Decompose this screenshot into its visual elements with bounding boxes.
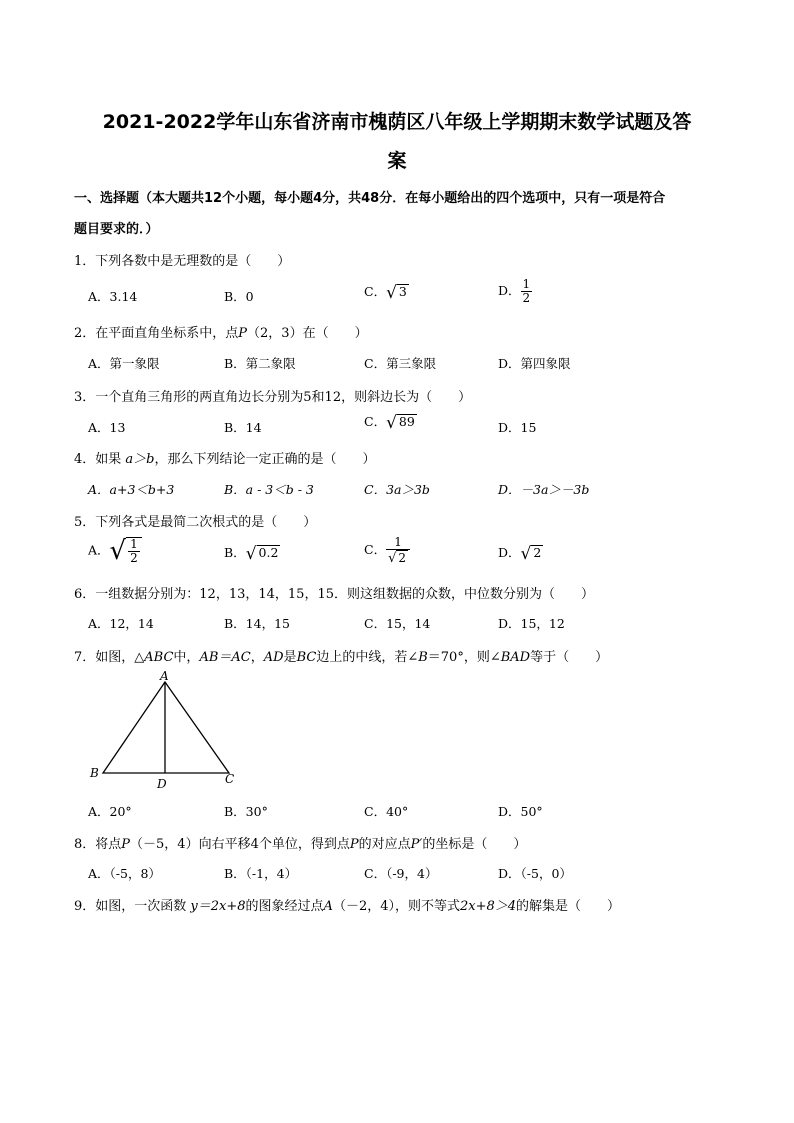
q2-option-b: B．第二象限 (224, 356, 296, 371)
q5-c-numerator: 1 (386, 536, 410, 550)
sqrt-symbol: √ $\frac{1}{2}$ (110, 536, 142, 566)
doc-title-line2: 案 (387, 150, 407, 172)
q2-option-a: A．第一象限 (88, 356, 160, 371)
q9-func: y＝2x+8 (190, 899, 246, 914)
q2-option-d: D．第四象限 (498, 356, 571, 371)
q3-option-c-label: C． (364, 414, 387, 429)
fraction (521, 278, 533, 305)
q4-stem-post: ，那么下列结论一定正确的是（ ） (154, 452, 376, 467)
q6-option-d: D．15，12 (498, 616, 565, 631)
q8-t3: 的坐标是（ ） (422, 837, 527, 852)
q4-stem-pre: 4．如果 (74, 452, 126, 467)
sqrt-symbol: √ 2 (520, 543, 542, 564)
q5-option-d-label: D． (498, 545, 521, 560)
q7-t3: 是 (283, 650, 297, 665)
q9-t3: 的解集是（ ） (516, 899, 621, 914)
triangle-abc (103, 682, 229, 773)
q1-option-d-label: D． (498, 283, 521, 298)
q1-c-radicand: 3 (398, 284, 407, 299)
q5-a-denominator: 2 (130, 550, 138, 565)
fraction (386, 536, 410, 565)
q7-b: B (418, 650, 428, 665)
q8-option-a: A．（-5，8） (88, 866, 161, 881)
label-d: D (157, 777, 167, 790)
q7-option-c: C．40° (364, 804, 409, 819)
q5-option-d (498, 543, 543, 564)
section-heading-line1: 一、选择题（本大题共12个小题，每小题4分，共48分．在每小题给出的四个选项中，只有一项是符合 (74, 191, 666, 206)
q2-stem-var: P (238, 326, 248, 341)
q9-t1: 的图象经过点 (245, 899, 324, 914)
doc-title-line1: 2021-2022学年山东省济南市槐荫区八年级上学期期末数学试题及答 (102, 111, 692, 133)
q8-option-d: D．（-5，0） (498, 866, 572, 881)
q2-stem-post: （2，3）在（ ） (247, 326, 368, 341)
q3-stem: 3．一个直角三角形的两直角边长分别为5和12，则斜边长为（ ） (74, 390, 472, 405)
q6-option-b: B．14，15 (224, 616, 290, 631)
q1-option-b: B．0 (224, 289, 254, 304)
q8-stem (74, 833, 526, 852)
q9-pa: A (323, 899, 333, 914)
q7-abc: ABC (144, 650, 174, 665)
q8-p3: P′ (410, 837, 423, 852)
q7-t6: 等于（ ） (530, 650, 609, 665)
q9-stem (74, 895, 620, 914)
q7-t5: ＝70°，则∠ (427, 650, 501, 665)
q7-stem (74, 646, 608, 665)
q3-option-d: D．15 (498, 420, 537, 435)
q5-option-c-label: C． (364, 542, 387, 557)
q4-option-a: A．a+3＜b+3 (88, 482, 175, 497)
q3-option-a: A．13 (88, 420, 126, 435)
q4-option-c: C．3a＞3b (364, 482, 430, 497)
label-a: A (160, 670, 169, 683)
q8-option-c: C．（-9，4） (364, 866, 438, 881)
q1-option-d (498, 278, 532, 305)
sqrt-symbol: √ 89 (386, 412, 415, 433)
q1-option-c (364, 282, 409, 303)
q8-option-b: B．（-1，4） (224, 866, 298, 881)
q4-stem (74, 448, 376, 467)
q7-bc: BC (296, 650, 317, 665)
label-b: B (90, 766, 99, 780)
q2-stem (74, 322, 368, 341)
q3-option-b: B．14 (224, 420, 262, 435)
q7-option-a: A．20° (88, 804, 132, 819)
q2-stem-pre: 2．在平面直角坐标系中，点 (74, 326, 239, 341)
q5-option-b-label: B． (224, 545, 246, 560)
q7-t2: ， (250, 650, 264, 665)
q8-p1: P (121, 837, 131, 852)
q7-t4: 边上的中线，若∠ (316, 650, 419, 665)
q7-ad: AD (263, 650, 284, 665)
q1-d-numerator: 1 (522, 277, 531, 291)
label-c: C (225, 772, 235, 786)
q7-bad: BAD (500, 650, 531, 665)
q5-option-b (224, 543, 280, 564)
triangle-figure (88, 670, 238, 790)
q5-stem: 5．下列各式是最简二次根式的是（ ） (74, 515, 317, 530)
q5-option-a (88, 536, 142, 566)
q7-option-d: D．50° (498, 804, 543, 819)
q4-stem-math: a＞b (125, 452, 155, 467)
q8-t1: （－5，4）向右平移4个单位，得到点 (130, 837, 350, 852)
q9-ineq: 2x+8＞4 (459, 899, 517, 914)
q6-stem: 6．一组数据分别为：12，13，14，15，15．则这组数据的众数，中位数分别为（ ） (74, 587, 594, 602)
q5-c-denominator: √ 2 (388, 551, 407, 566)
q5-option-c (364, 536, 410, 565)
q3-option-c (364, 412, 417, 433)
sqrt-symbol: √ 3 (386, 282, 407, 303)
q7-option-b: B．30° (224, 804, 268, 819)
q7-t0: 7．如图，△ (74, 650, 145, 665)
q8-t0: 8．将点 (74, 837, 122, 852)
q7-t1: 中， (173, 650, 200, 665)
fraction (128, 538, 140, 565)
q1-option-a: A．3.14 (88, 289, 138, 304)
q8-t2: 的对应点 (358, 837, 411, 852)
q9-t2: （－2，4），则不等式 (332, 899, 460, 914)
sqrt-symbol: √ 0.2 (245, 543, 279, 564)
q1-option-c-label: C． (364, 284, 387, 299)
q8-p2: P (349, 837, 359, 852)
q4-option-d: D．－3a＞－3b (498, 482, 590, 497)
q9-t0: 9．如图，一次函数 (74, 899, 191, 914)
q6-option-a: A．12，14 (88, 616, 154, 631)
q5-d-radicand: 2 (533, 545, 542, 560)
q2-option-c: C．第三象限 (364, 356, 437, 371)
q5-b-radicand: 0.2 (258, 545, 279, 560)
q1-d-denominator: 2 (522, 291, 531, 305)
q4-option-b: B．a - 3＜b - 3 (224, 482, 314, 497)
q7-ab-ac: AB＝AC (199, 650, 251, 665)
q1-stem: 1．下列各数中是无理数的是（ ） (74, 254, 291, 269)
q5-option-a-label: A． (88, 542, 110, 558)
q5-c-radicand: 2 (398, 551, 407, 565)
q5-a-radicand (126, 537, 142, 565)
q5-a-numerator: 1 (130, 536, 138, 551)
section-heading-line2: 题目要求的．） (74, 222, 159, 237)
q3-c-radicand: 89 (398, 414, 415, 429)
q6-option-c: C．15，14 (364, 616, 431, 631)
